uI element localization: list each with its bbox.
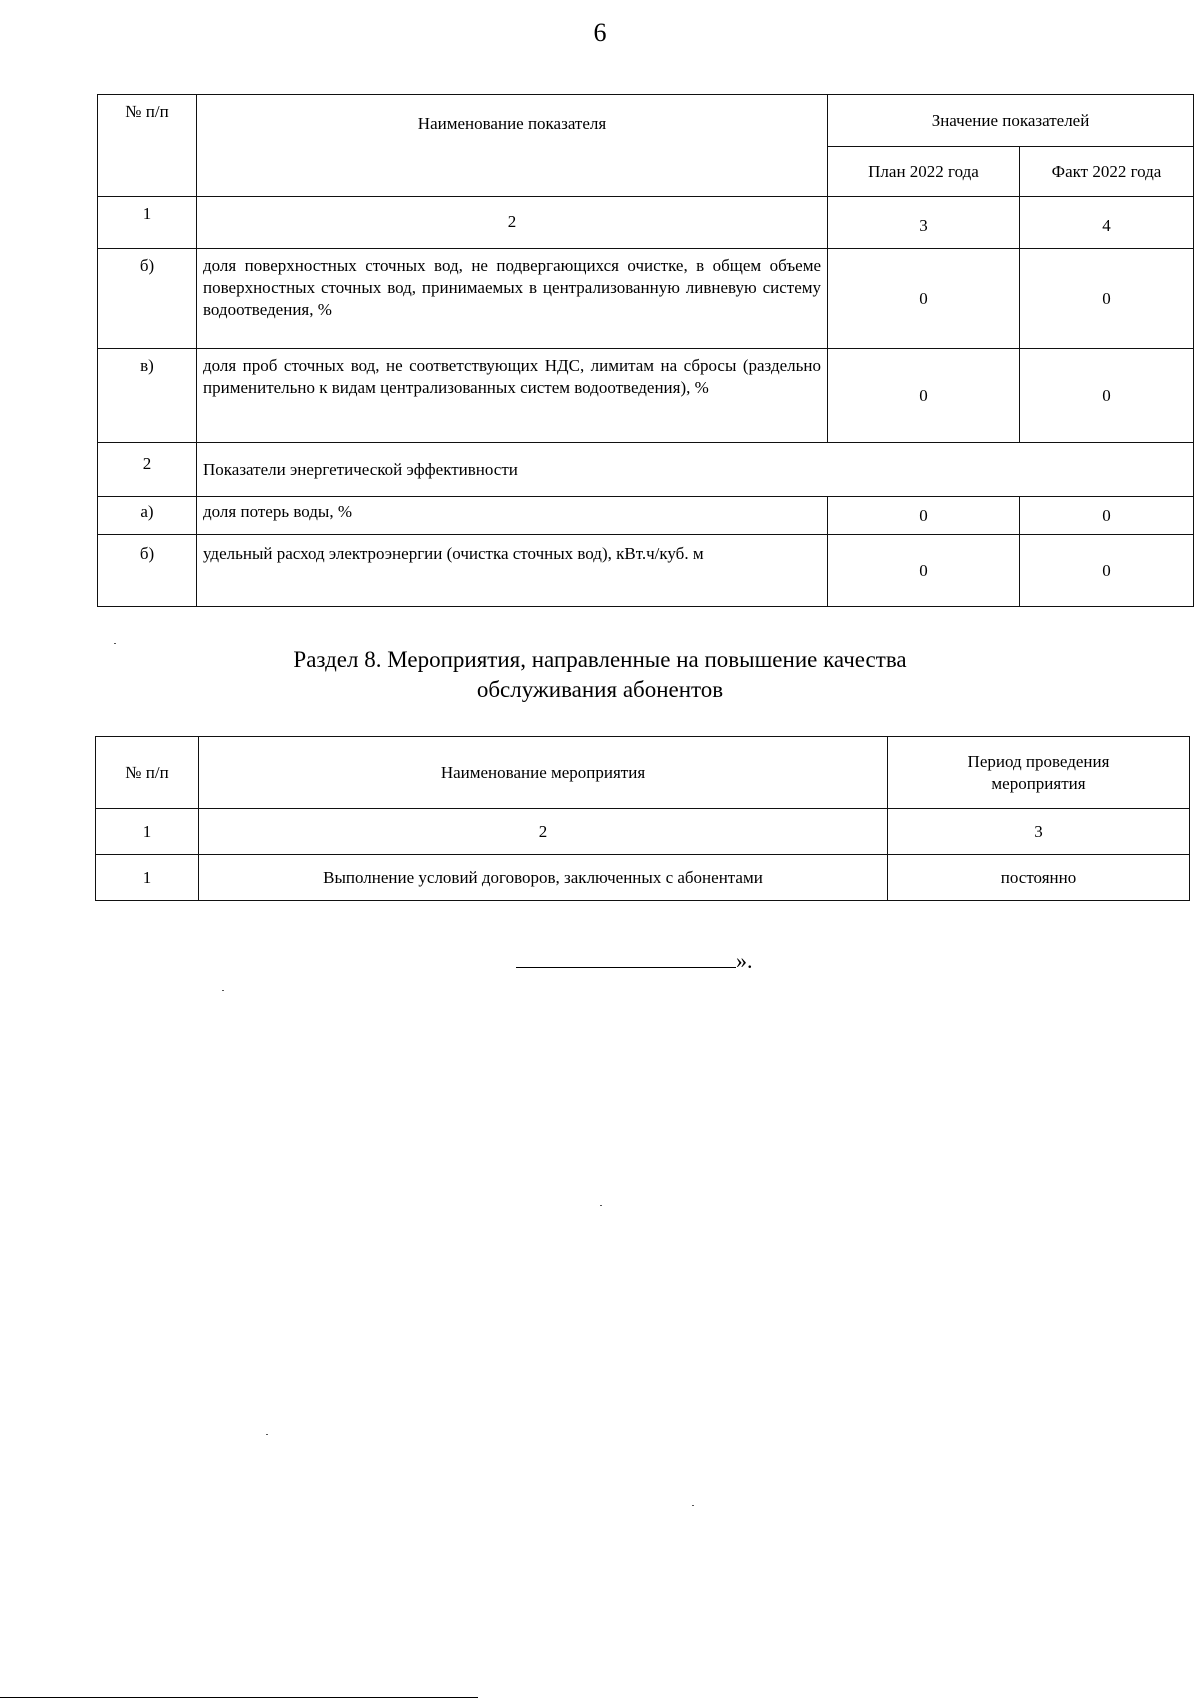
row-indicator-name: доля поверхностных сточных вод, не подвергающихся очистке, в общем объеме поверхностных сточных вод, принимаемых в централизованную ливневую систему водоотведения, % xyxy=(197,249,828,349)
page-number: 6 xyxy=(593,18,607,47)
table-row xyxy=(98,443,1194,497)
row-fact-value: 0 xyxy=(1020,249,1194,349)
indicators-table xyxy=(97,94,1194,607)
header-fact: Факт 2022 года xyxy=(1020,147,1194,197)
row-fact-value: 0 xyxy=(1020,349,1194,443)
table-row xyxy=(98,249,1194,349)
index-cell: 3 xyxy=(888,809,1190,855)
row-measure-name: Выполнение условий договоров, заключенных с абонентами xyxy=(199,855,888,901)
index-cell: 1 xyxy=(98,197,197,249)
scan-speck xyxy=(692,1505,694,1506)
index-row xyxy=(96,809,1190,855)
row-num: а) xyxy=(98,497,197,535)
index-cell: 1 xyxy=(96,809,199,855)
row-num: в) xyxy=(98,349,197,443)
scan-speck xyxy=(222,990,224,991)
measures-table xyxy=(95,736,1190,901)
header-measure-name: Наименование мероприятия xyxy=(199,737,888,809)
row-plan-value: 0 xyxy=(828,535,1020,607)
table-row xyxy=(98,349,1194,443)
header-num: № п/п xyxy=(96,737,199,809)
scan-speck xyxy=(114,643,116,644)
row-plan-value: 0 xyxy=(828,249,1020,349)
section-8-title xyxy=(0,645,1200,705)
row-num: б) xyxy=(98,535,197,607)
row-indicator-name: доля потерь воды, % xyxy=(197,497,828,535)
header-plan: План 2022 года xyxy=(828,147,1020,197)
row-indicator-name: доля проб сточных вод, не соответствующих НДС, лимитам на сбросы (раздельно применительно к видам централизованных систем водоотведения), % xyxy=(197,349,828,443)
header-indicator-name: Наименование показателя xyxy=(197,95,828,197)
header-values: Значение показателей xyxy=(828,95,1194,147)
row-num: б) xyxy=(98,249,197,349)
table-row xyxy=(98,497,1194,535)
index-cell: 2 xyxy=(197,197,828,249)
section-8-title-line-1: Раздел 8. Мероприятия, направленные на повышение качества xyxy=(293,647,907,672)
header-num: № п/п xyxy=(98,95,197,197)
index-cell: 2 xyxy=(199,809,888,855)
closing-quote: ». xyxy=(736,948,753,973)
footer-rule xyxy=(0,1697,478,1698)
table-row xyxy=(98,535,1194,607)
row-fact-value: 0 xyxy=(1020,497,1194,535)
table-row xyxy=(96,855,1190,901)
index-cell: 3 xyxy=(828,197,1020,249)
row-plan-value: 0 xyxy=(828,497,1020,535)
row-indicator-name: удельный расход электроэнергии (очистка сточных вод), кВт.ч/куб. м xyxy=(197,535,828,607)
header-period-line-2: мероприятия xyxy=(991,773,1086,793)
row-fact-value: 0 xyxy=(1020,535,1194,607)
scan-speck xyxy=(266,1434,268,1435)
index-row xyxy=(98,197,1194,249)
row-period: постоянно xyxy=(888,855,1190,901)
header-period xyxy=(888,737,1190,809)
index-cell: 4 xyxy=(1020,197,1194,249)
scan-speck xyxy=(600,1205,602,1206)
row-plan-value: 0 xyxy=(828,349,1020,443)
closing-line xyxy=(516,948,753,974)
row-num: 2 xyxy=(98,443,197,497)
row-section-heading: Показатели энергетической эффективности xyxy=(197,443,1194,497)
section-8-title-line-2: обслуживания абонентов xyxy=(476,677,724,702)
row-num: 1 xyxy=(96,855,199,901)
header-period-line-1: Период проведения xyxy=(967,751,1110,771)
blank-underline xyxy=(516,949,736,968)
